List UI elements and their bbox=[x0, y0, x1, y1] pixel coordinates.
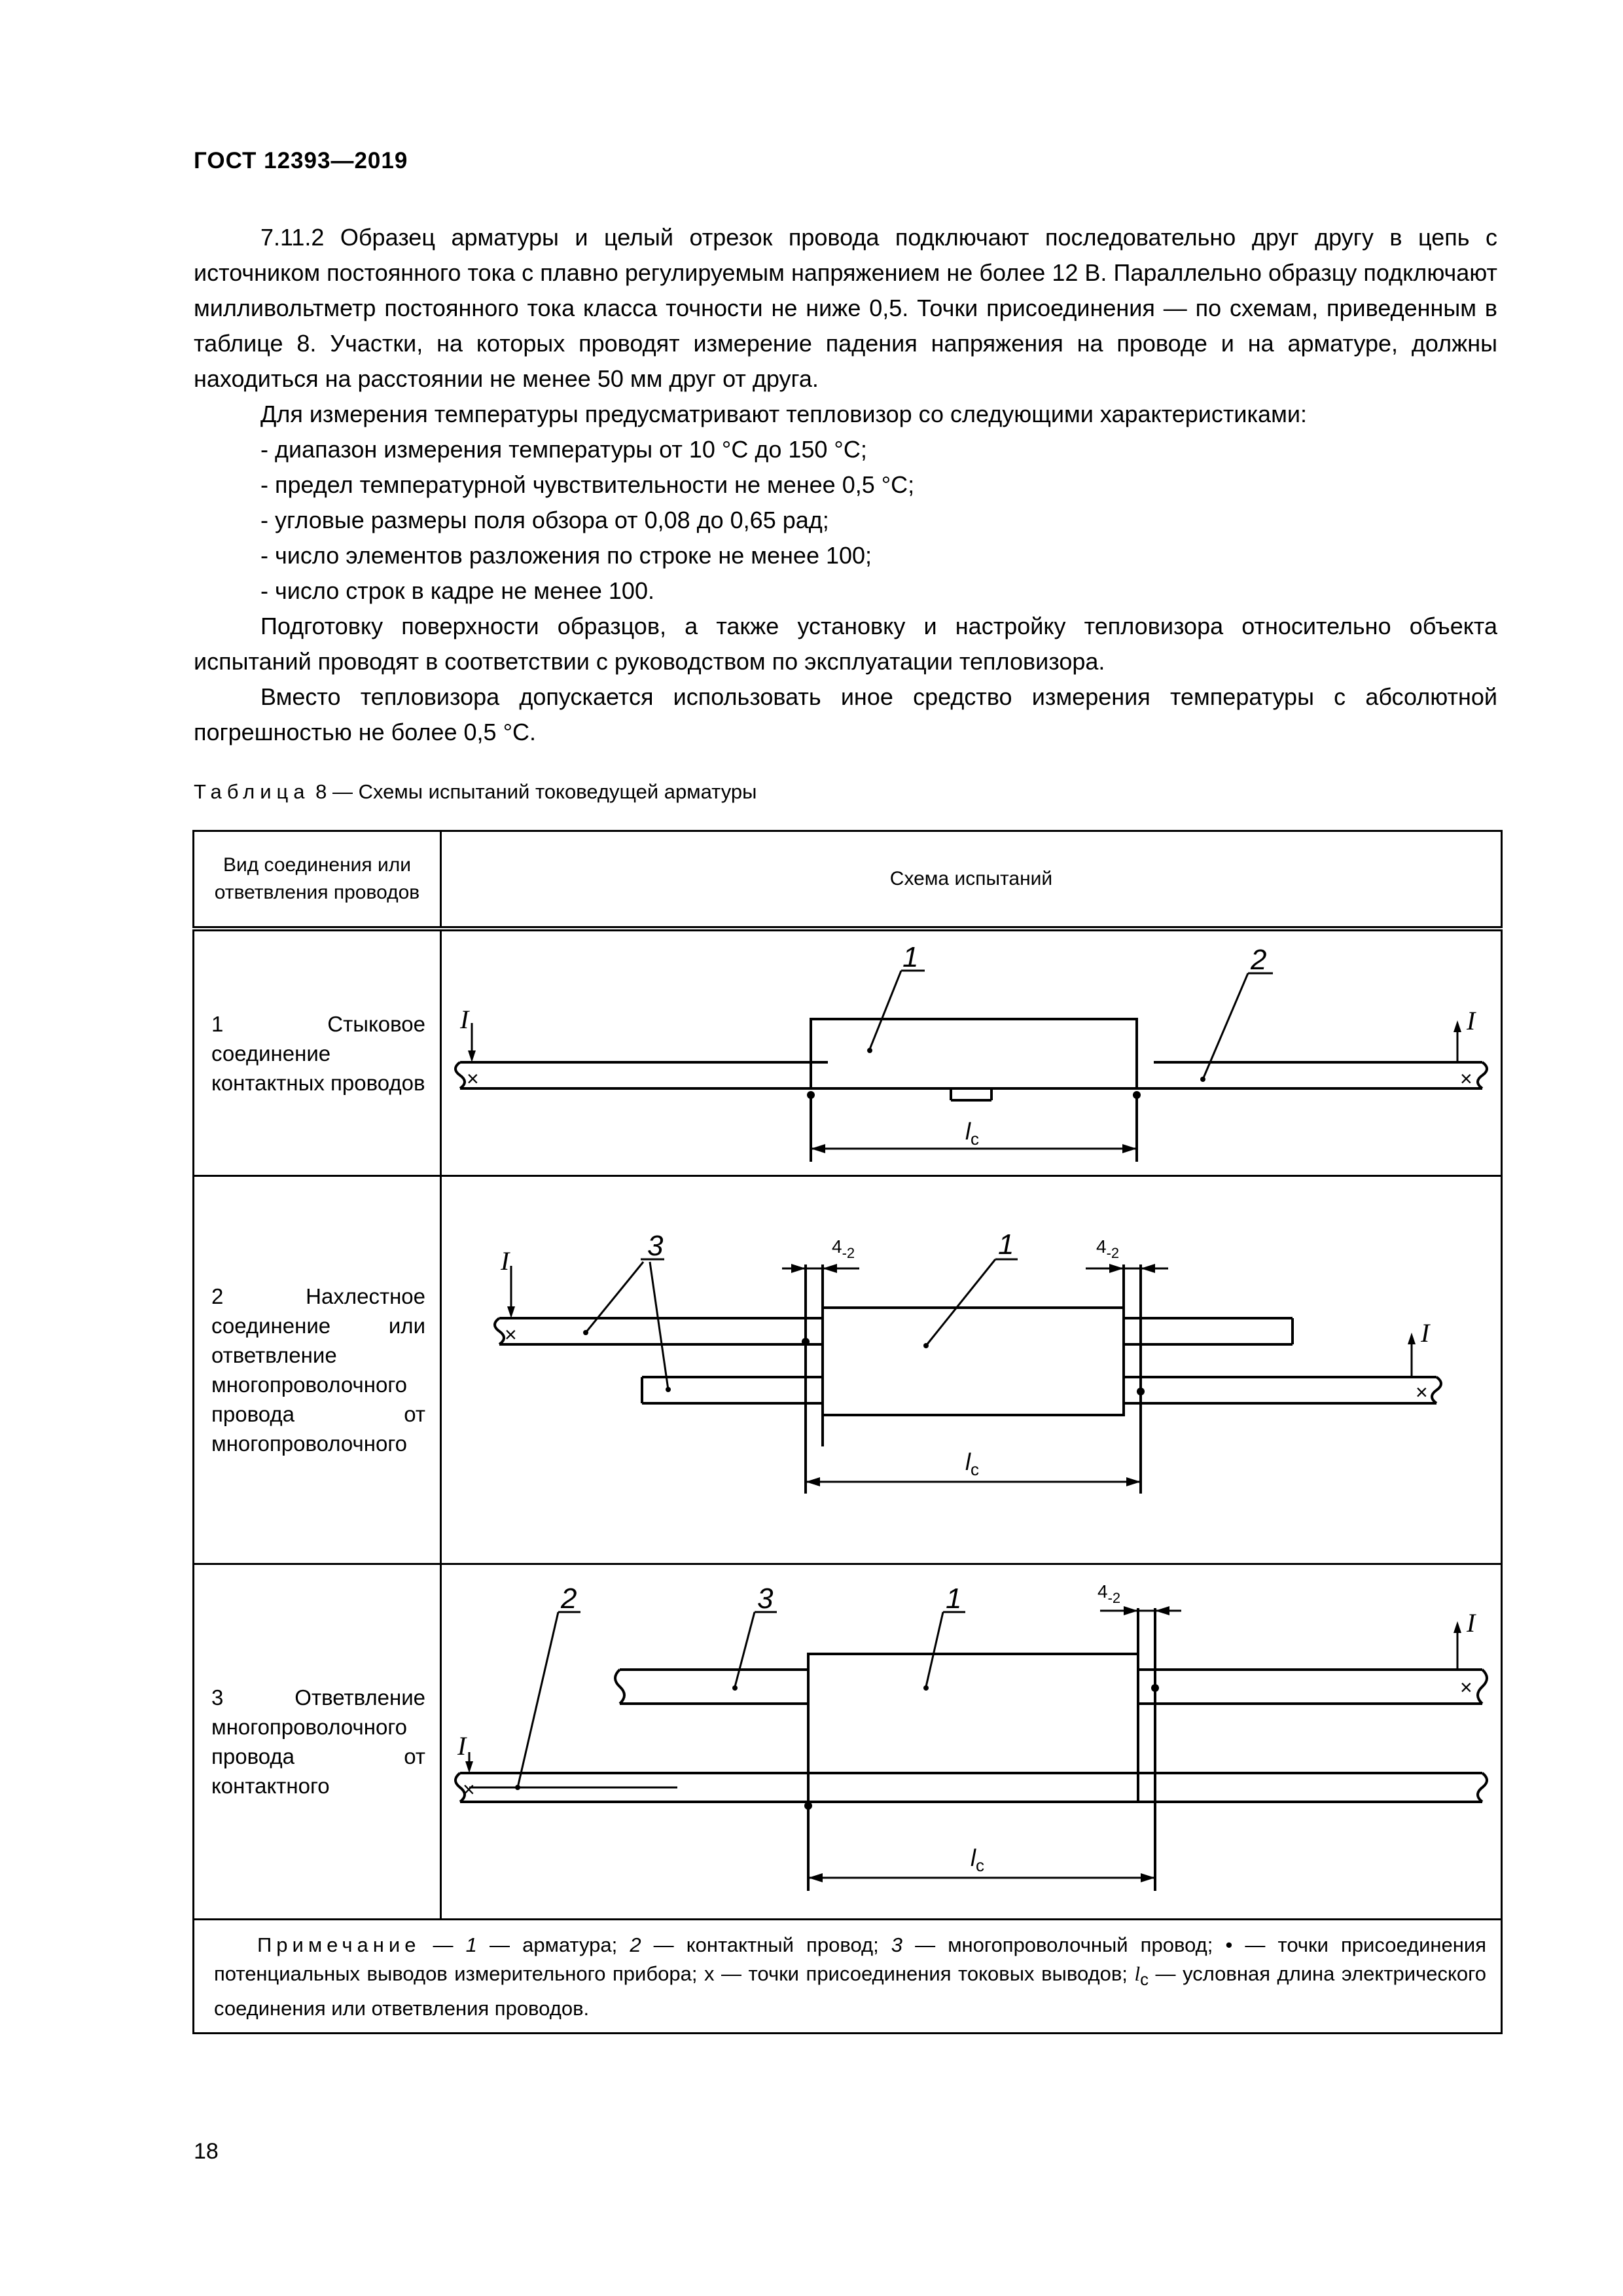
current-terminal-right: × bbox=[1460, 1676, 1472, 1699]
row-label: 1 Стыковое соединение контактных проводов bbox=[194, 929, 441, 1176]
gap-label: $4_{-2}$ bbox=[1097, 1581, 1121, 1606]
table-header-test-scheme: Схема испытаний bbox=[441, 831, 1502, 929]
diagram-branch-joint-svg bbox=[442, 1565, 1501, 1918]
length-label: $l_c$ bbox=[965, 1118, 979, 1149]
table-header-connection-type: Вид соединения или ответвления проводов bbox=[194, 831, 441, 929]
current-label-right: I bbox=[1421, 1318, 1430, 1348]
body-text bbox=[194, 220, 1497, 750]
test-schemes-table bbox=[192, 830, 1503, 2034]
paragraph-thermal-imager: Для измерения температуры предусматривают тепловизор со следующими характеристиками: bbox=[260, 401, 1307, 427]
current-terminal-left: × bbox=[463, 1778, 475, 1801]
current-label-left: I bbox=[457, 1731, 467, 1761]
table-note: Примечание — 1 — арматура; 2 — контактный провод; 3 — многопроволочный провод; • — точки присоединения потенциальных выводов измерительного прибора; х — точки присоединения токовых выводов; $l_c$ — условная длина электрического соединения или ответвления проводов. bbox=[194, 1920, 1502, 2034]
current-label-right: I bbox=[1467, 1006, 1476, 1035]
row-label: 2 Нахлестное соединение или ответвление многопроволочного провода от многопроволочного bbox=[194, 1176, 441, 1564]
table-row bbox=[194, 1564, 1502, 1920]
label-contact-wire: 2 bbox=[1251, 944, 1267, 976]
table-note-row bbox=[194, 1920, 1502, 2034]
list-item: - предел температурной чувствительности не менее 0,5 °С; bbox=[260, 471, 915, 498]
characteristics-list bbox=[194, 432, 1497, 609]
current-terminal-left: × bbox=[467, 1067, 479, 1090]
label-stranded-wire: 3 bbox=[757, 1583, 774, 1615]
diagram-butt-joint-svg bbox=[442, 931, 1501, 1175]
paragraph-alternative-instrument: Вместо тепловизора допускается использовать иное средство измерения температуры с абсолютной погрешностью не более 0,5 °С. bbox=[194, 683, 1497, 745]
current-label-right: I bbox=[1467, 1608, 1476, 1638]
bullet-point-symbol: • bbox=[1225, 1933, 1233, 1956]
gap-label-left: $4_{-2}$ bbox=[832, 1236, 855, 1261]
label-fitting: 1 bbox=[998, 1229, 1014, 1261]
paragraph-surface-preparation: Подготовку поверхности образцов, а также установку и настройку тепловизора относительно объекта испытаний проводят в соответствии с руководством по эксплуатации тепловизора. bbox=[194, 613, 1497, 675]
table-row bbox=[194, 1176, 1502, 1564]
gap-label-right: $4_{-2}$ bbox=[1096, 1236, 1120, 1261]
label-fitting: 1 bbox=[902, 941, 919, 973]
diagram-lap-joint-svg bbox=[442, 1177, 1501, 1563]
row-label: 3 Ответвление многопроволочного провода от контактного bbox=[194, 1564, 441, 1920]
table-caption bbox=[194, 780, 757, 804]
current-label-left: I bbox=[501, 1246, 510, 1276]
length-label: $l_c$ bbox=[971, 1844, 984, 1875]
table-row bbox=[194, 929, 1502, 1176]
current-terminal-left: × bbox=[505, 1323, 517, 1346]
list-item: - угловые размеры поля обзора от 0,08 до 0,65 рад; bbox=[260, 507, 829, 533]
label-stranded-wire: 3 bbox=[647, 1230, 664, 1262]
paragraph-7-11-2: 7.11.2 Образец арматуры и целый отрезок провода подключают последовательно друг другу в цепь с источником постоянного тока с плавно регулируемым напряжением не более 12 В. Параллельно образцу подключают милливольтметр постоянного тока класса точности не ниже 0,5. Точки присоединения — по схемам, приведенным в таблице 8. Участки, на которых проводят измерение падения напряжения на проводе и на арматуре, должны находиться на расстоянии не менее 50 мм друг от друга. bbox=[194, 224, 1497, 392]
length-label: $l_c$ bbox=[965, 1448, 979, 1479]
list-item: - число строк в кадре не менее 100. bbox=[260, 577, 654, 604]
diagram-branch-joint bbox=[441, 1564, 1502, 1920]
label-fitting: 1 bbox=[946, 1583, 962, 1615]
current-terminal-right: × bbox=[1416, 1380, 1428, 1404]
list-item: - число элементов разложения по строке не менее 100; bbox=[260, 542, 872, 569]
document-header: ГОСТ 12393—2019 bbox=[194, 148, 408, 173]
current-label-left: I bbox=[460, 1005, 469, 1034]
table-caption-title: 8 — Схемы испытаний токоведущей арматуры bbox=[310, 780, 757, 803]
table-caption-word: Таблица bbox=[194, 780, 310, 803]
label-contact-wire: 2 bbox=[561, 1583, 577, 1615]
note-word: Примечание bbox=[257, 1933, 421, 1956]
diagram-lap-joint bbox=[441, 1176, 1502, 1564]
list-item: - диапазон измерения температуры от 10 °С до 150 °С; bbox=[260, 436, 867, 463]
diagram-butt-joint bbox=[441, 929, 1502, 1176]
current-terminal-right: × bbox=[1460, 1067, 1472, 1090]
page-number: 18 bbox=[194, 2139, 219, 2164]
